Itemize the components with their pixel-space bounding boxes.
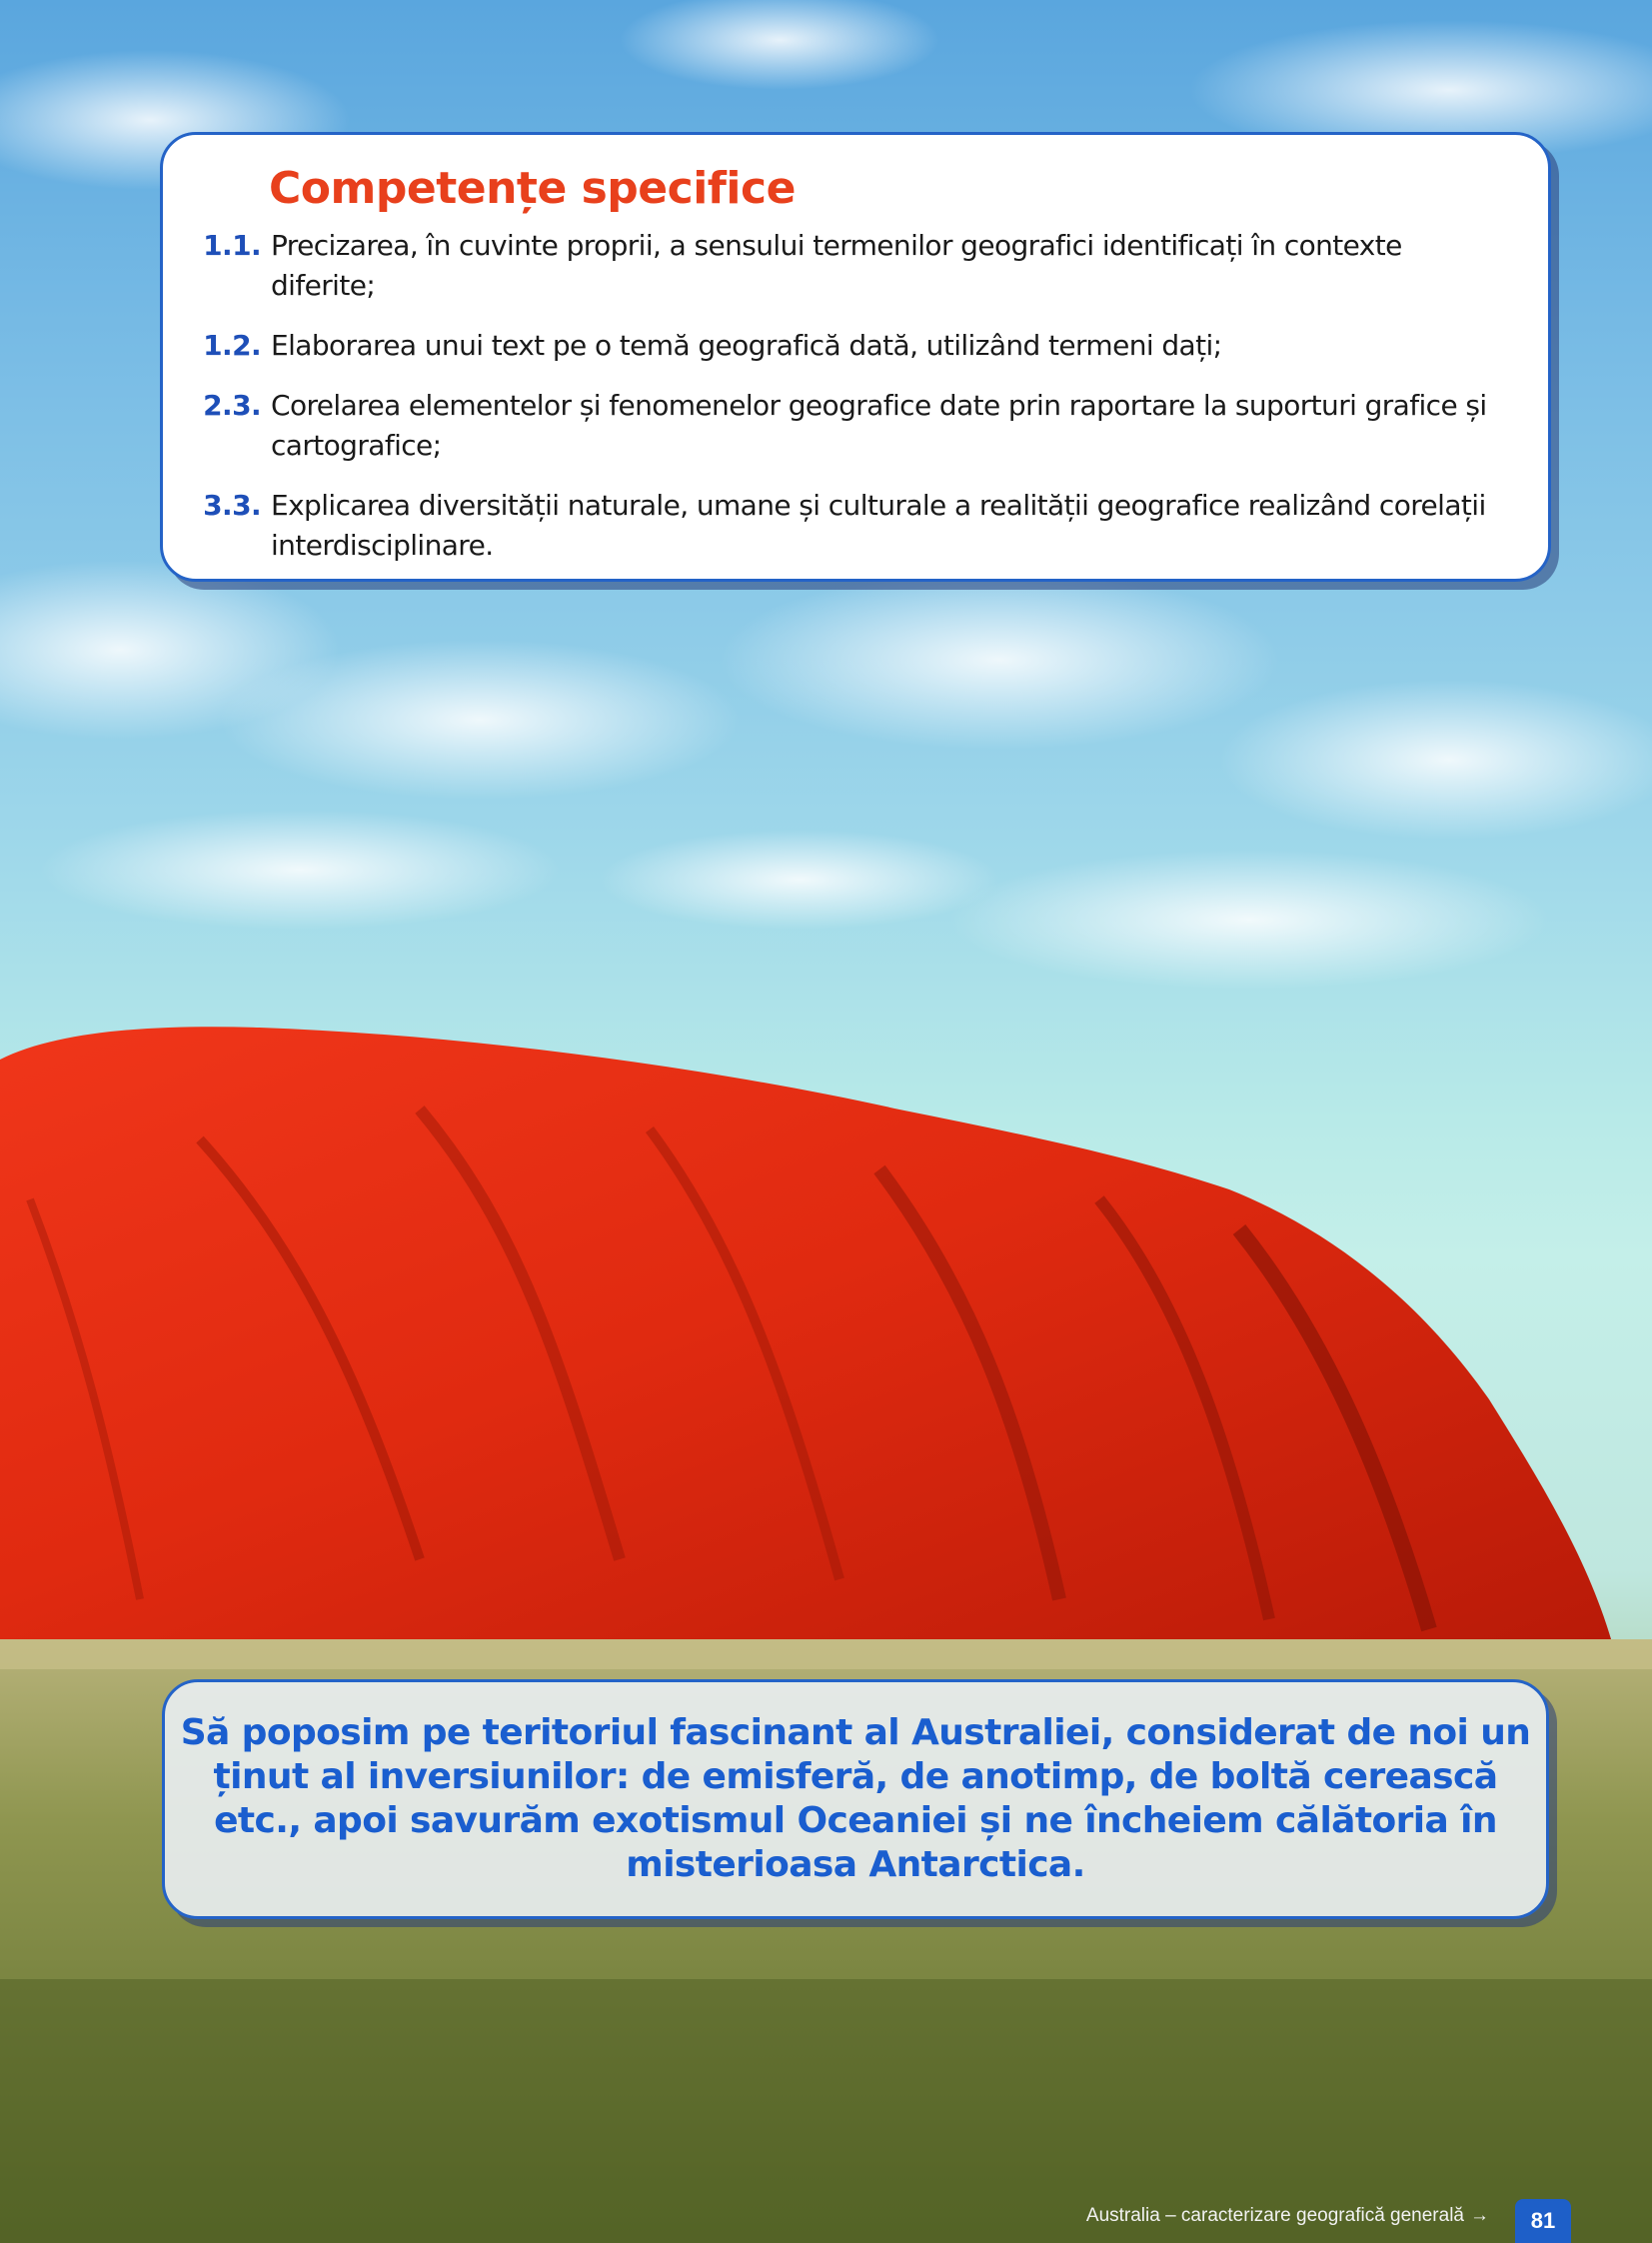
competence-item-2-3 [201, 386, 1508, 466]
competences-box [160, 132, 1551, 582]
intro-text: Să poposim pe teritoriul fascinant al Australiei, considerat de noi un ținut al inversiunilor: de emisferă, de anotimp, de boltă cerească etc., apoi savurăm exotismul Oceaniei și ne încheiem călătoria în misterioasa Antarctica. [180, 1712, 1531, 1885]
competence-item-3-3 [201, 486, 1508, 566]
intro-box [162, 1679, 1549, 1919]
competence-item-1-1 [201, 226, 1508, 306]
footer-chapter [1049, 2199, 1489, 2233]
competence-item-1-2 [201, 326, 1508, 366]
page-number-badge: 81 [1515, 2199, 1571, 2243]
arrow-right-icon: → [1470, 2205, 1489, 2226]
competence-number: 1.1. [203, 229, 261, 262]
competence-text: Precizarea, în cuvinte proprii, a sensului termenilor geografici identificați în contexte diferite; [271, 229, 1402, 302]
competence-text: Elaborarea unui text pe o temă geografică dată, utilizând termeni dați; [271, 329, 1222, 362]
competences-title: Competențe specifice [269, 163, 796, 214]
competence-number: 3.3. [203, 489, 261, 522]
competence-number: 2.3. [203, 389, 261, 422]
competence-number: 1.2. [203, 329, 261, 362]
footer-chapter-title: Australia – caracterizare geografică generală [1085, 2205, 1464, 2226]
competences-list [201, 226, 1508, 566]
competence-text: Explicarea diversității naturale, umane și culturale a realității geografice realizând corelații interdisciplinare. [271, 489, 1486, 562]
competence-text: Corelarea elementelor și fenomenelor geografice date prin raportare la suporturi grafice și cartografice; [271, 389, 1487, 462]
